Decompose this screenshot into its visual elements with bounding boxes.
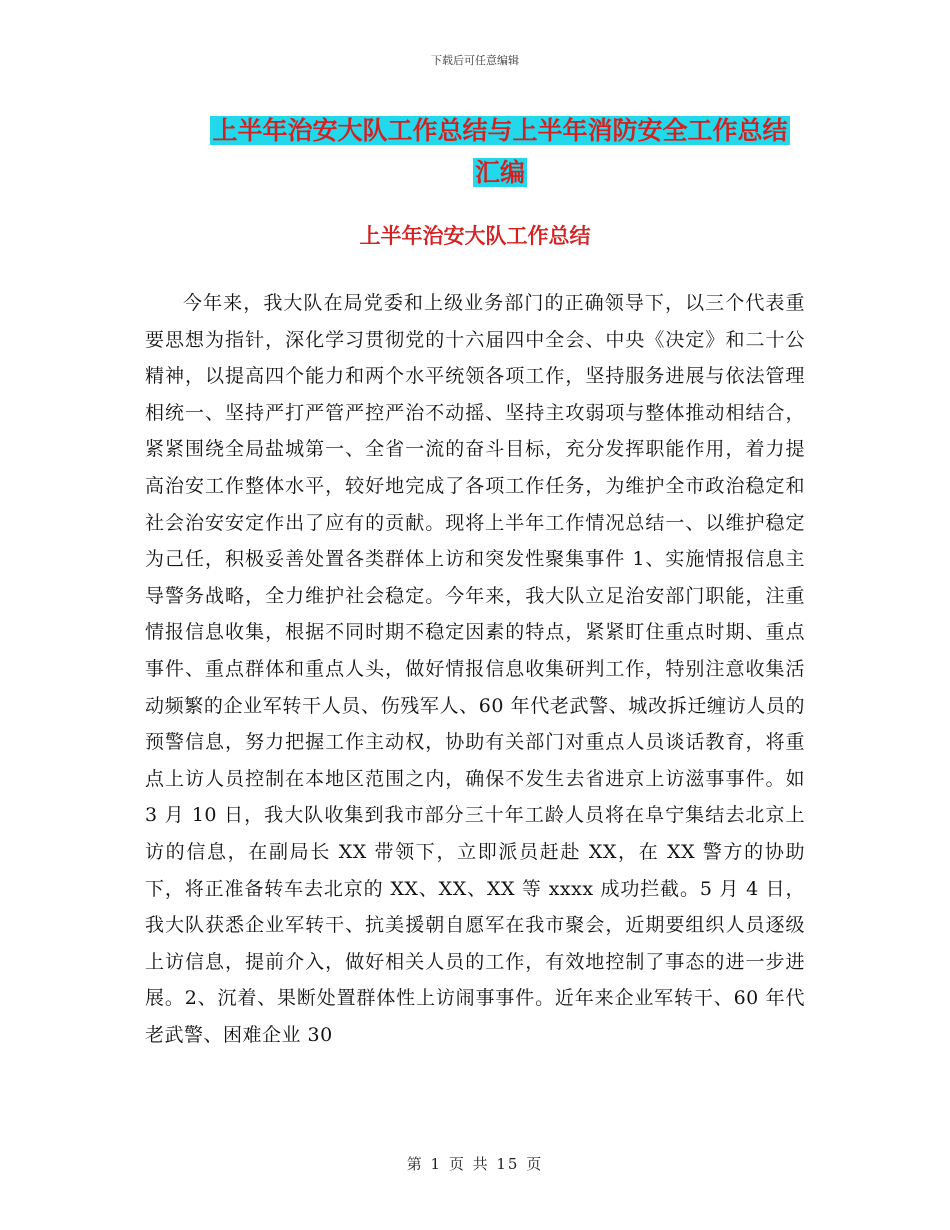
- document-title: [150, 110, 850, 194]
- document-title-line-1: 上半年治安大队工作总结与上半年消防安全工作总结: [212, 116, 788, 145]
- body-paragraph: 今年来，我大队在局党委和上级业务部门的正确领导下，以三个代表重要思想为指针，深化学习贯彻党的十六届四中全会、中央《决定》和二十公精神，以提高四个能力和两个水平统领各项工作，坚持服务进展与依法管理相统一、坚持严打严管严控严治不动摇、坚持主攻弱项与整体推动相结合，紧紧围绕全局盐城第一、全省一流的奋斗目标，充分发挥职能作用，着力提高治安工作整体水平，较好地完成了各项工作任务，为维护全市政治稳定和社会治安安定作出了应有的贡献。现将上半年工作情况总结一、以维护稳定为己任，积极妥善处置各类群体上访和突发性聚集事件 1、实施情报信息主导警务战略，全力维护社会稳定。今年来，我大队立足治安部门职能，注重情报信息收集，根据不同时期不稳定因素的特点，紧紧盯住重点时期、重点事件、重点群体和重点人头，做好情报信息收集研判工作，特别注意收集活动频繁的企业军转干人员、伤残军人、60 年代老武警、城改拆迁缠访人员的预警信息，努力把握工作主动权，协助有关部门对重点人员谈话教育，将重点上访人员控制在本地区范围之内，确保不发生去省进京上访滋事事件。如 3 月 10 日，我大队收集到我市部分三十年工龄人员将在阜宁集结去北京上访的信息，在副局长 XX 带领下，立即派员赶赴 XX，在 XX 警方的协助下，将正准备转车去北京的 XX、XX、XX 等 xxxx 成功拦截。5 月 4 日，我大队获悉企业军转干、抗美援朝自愿军在我市聚会，近期要组织人员逐级上访信息，提前介入，做好相关人员的工作，有效地控制了事态的进一步进展。2、沉着、果断处置群体性上访闹事事件。近年来企业军转干、60 年代老武警、困难企业 30: [145, 292, 805, 1046]
- page-number: 第 1 页 共 15 页: [406, 1155, 544, 1173]
- header-note: 下载后可任意编辑: [431, 54, 519, 67]
- document-title-line-2: 汇编: [474, 158, 525, 187]
- section-title: 上半年治安大队工作总结: [359, 224, 591, 248]
